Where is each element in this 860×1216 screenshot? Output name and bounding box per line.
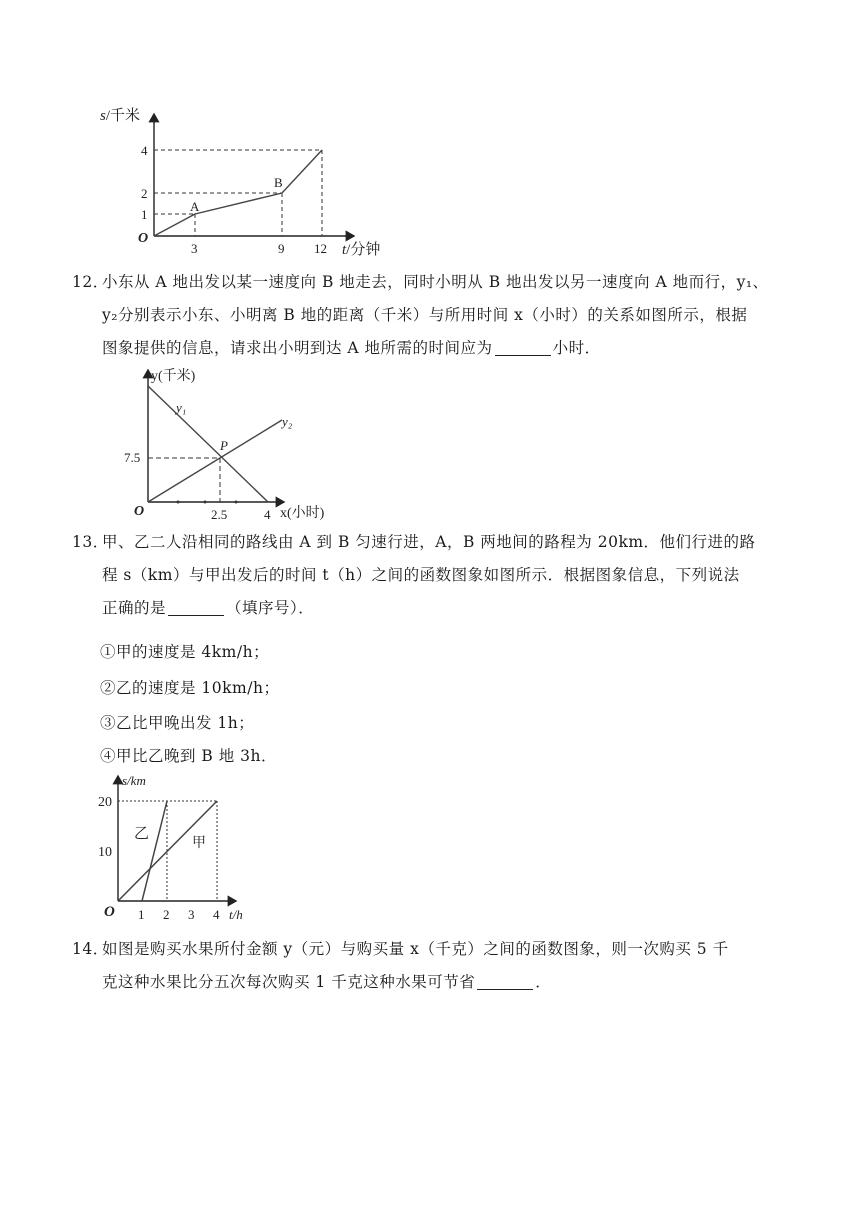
question-number: 12． bbox=[72, 273, 109, 291]
graph-q12 bbox=[112, 362, 352, 527]
yi-line bbox=[142, 801, 167, 901]
question-text: 程 s（km）与甲出发后的时间 t（h）之间的函数图象如图所示．根据图象信息，下列说法 bbox=[102, 566, 740, 584]
y-tick-2: 2 bbox=[141, 186, 148, 201]
x-tick-2: 2 bbox=[163, 907, 170, 922]
point-p-label: P bbox=[220, 438, 228, 453]
x-axis-label: t/分钟 bbox=[342, 242, 381, 258]
x-tick-4: 4 bbox=[264, 507, 271, 522]
answer-blank[interactable] bbox=[168, 599, 224, 616]
y2-line bbox=[148, 420, 282, 502]
series-y2-label: y₂ bbox=[282, 414, 293, 429]
series-y1-label: y₁ bbox=[176, 400, 187, 415]
x-axis-label: t/h bbox=[229, 907, 243, 922]
question-number: 13． bbox=[72, 533, 109, 551]
x-tick-1: 1 bbox=[138, 907, 145, 922]
option-1: ①甲的速度是 4km/h； bbox=[100, 643, 270, 661]
y-tick-10: 10 bbox=[98, 845, 112, 860]
origin-label: O bbox=[138, 231, 149, 246]
question-text: 甲、乙二人沿相同的路线由 A 到 B 匀速行进，A，B 两地间的路程为 20km．他们行进的路 bbox=[102, 533, 756, 551]
question-text: 小东从 A 地出发以某一速度向 B 地走去，同时小明从 B 地出发以另一速度向 A 地而行，y₁、 bbox=[102, 273, 769, 291]
point-a-label: A bbox=[190, 199, 200, 214]
x-axis-label: x(小时) bbox=[280, 506, 325, 521]
graph-q13 bbox=[92, 770, 272, 925]
y-tick-4: 4 bbox=[141, 143, 148, 158]
y-axis-label: y(千米) bbox=[151, 369, 196, 384]
series-yi-label: 乙 bbox=[134, 826, 150, 842]
y-axis-label: s/千米 bbox=[100, 108, 141, 124]
answer-blank[interactable] bbox=[495, 339, 551, 356]
x-tick-2-5: 2.5 bbox=[211, 507, 228, 522]
option-4: ④甲比乙晚到 B 地 3h． bbox=[100, 747, 278, 765]
series-jia-label: 甲 bbox=[192, 836, 206, 851]
x-tick-3: 3 bbox=[188, 907, 195, 922]
question-text: 克这种水果比分五次每次购买 1 千克这种水果可节省 bbox=[102, 973, 476, 991]
question-13 bbox=[72, 526, 792, 625]
option-2: ②乙的速度是 10km/h； bbox=[100, 679, 280, 697]
question-text: （填序号）． bbox=[226, 599, 315, 617]
y-tick-7-5: 7.5 bbox=[124, 450, 141, 465]
question-text: 正确的是 bbox=[102, 599, 167, 617]
answer-blank[interactable] bbox=[477, 973, 533, 990]
y-axis-label: s/km bbox=[122, 773, 146, 788]
x-tick-4: 4 bbox=[213, 907, 220, 922]
question-number: 14． bbox=[72, 940, 109, 958]
y-tick-1: 1 bbox=[141, 207, 148, 222]
x-tick-9: 9 bbox=[278, 241, 285, 256]
option-3: ③乙比甲晚出发 1h； bbox=[100, 714, 255, 732]
point-b-label: B bbox=[274, 175, 283, 190]
y1-line bbox=[148, 386, 268, 502]
origin-label: O bbox=[134, 504, 145, 519]
x-tick-3: 3 bbox=[191, 241, 198, 256]
question-text: 小时． bbox=[552, 339, 601, 357]
graph-q11 bbox=[96, 100, 416, 260]
question-14 bbox=[72, 933, 792, 999]
question-12 bbox=[72, 266, 792, 365]
question-text: 如图是购买水果所付金额 y（元）与购买量 x（千克）之间的函数图象，则一次购买 5 千 bbox=[102, 940, 729, 958]
x-tick-12: 12 bbox=[314, 241, 327, 256]
question-text: 图象提供的信息，请求出小明到达 A 地所需的时间应为 bbox=[102, 339, 493, 357]
question-text: ． bbox=[535, 973, 552, 991]
question-text: y₂分别表示小东、小明离 B 地的距离（千米）与所用时间 x（小时）的关系如图所示，根据 bbox=[102, 306, 748, 324]
origin-label: O bbox=[104, 904, 115, 920]
y-tick-20: 20 bbox=[98, 795, 112, 810]
